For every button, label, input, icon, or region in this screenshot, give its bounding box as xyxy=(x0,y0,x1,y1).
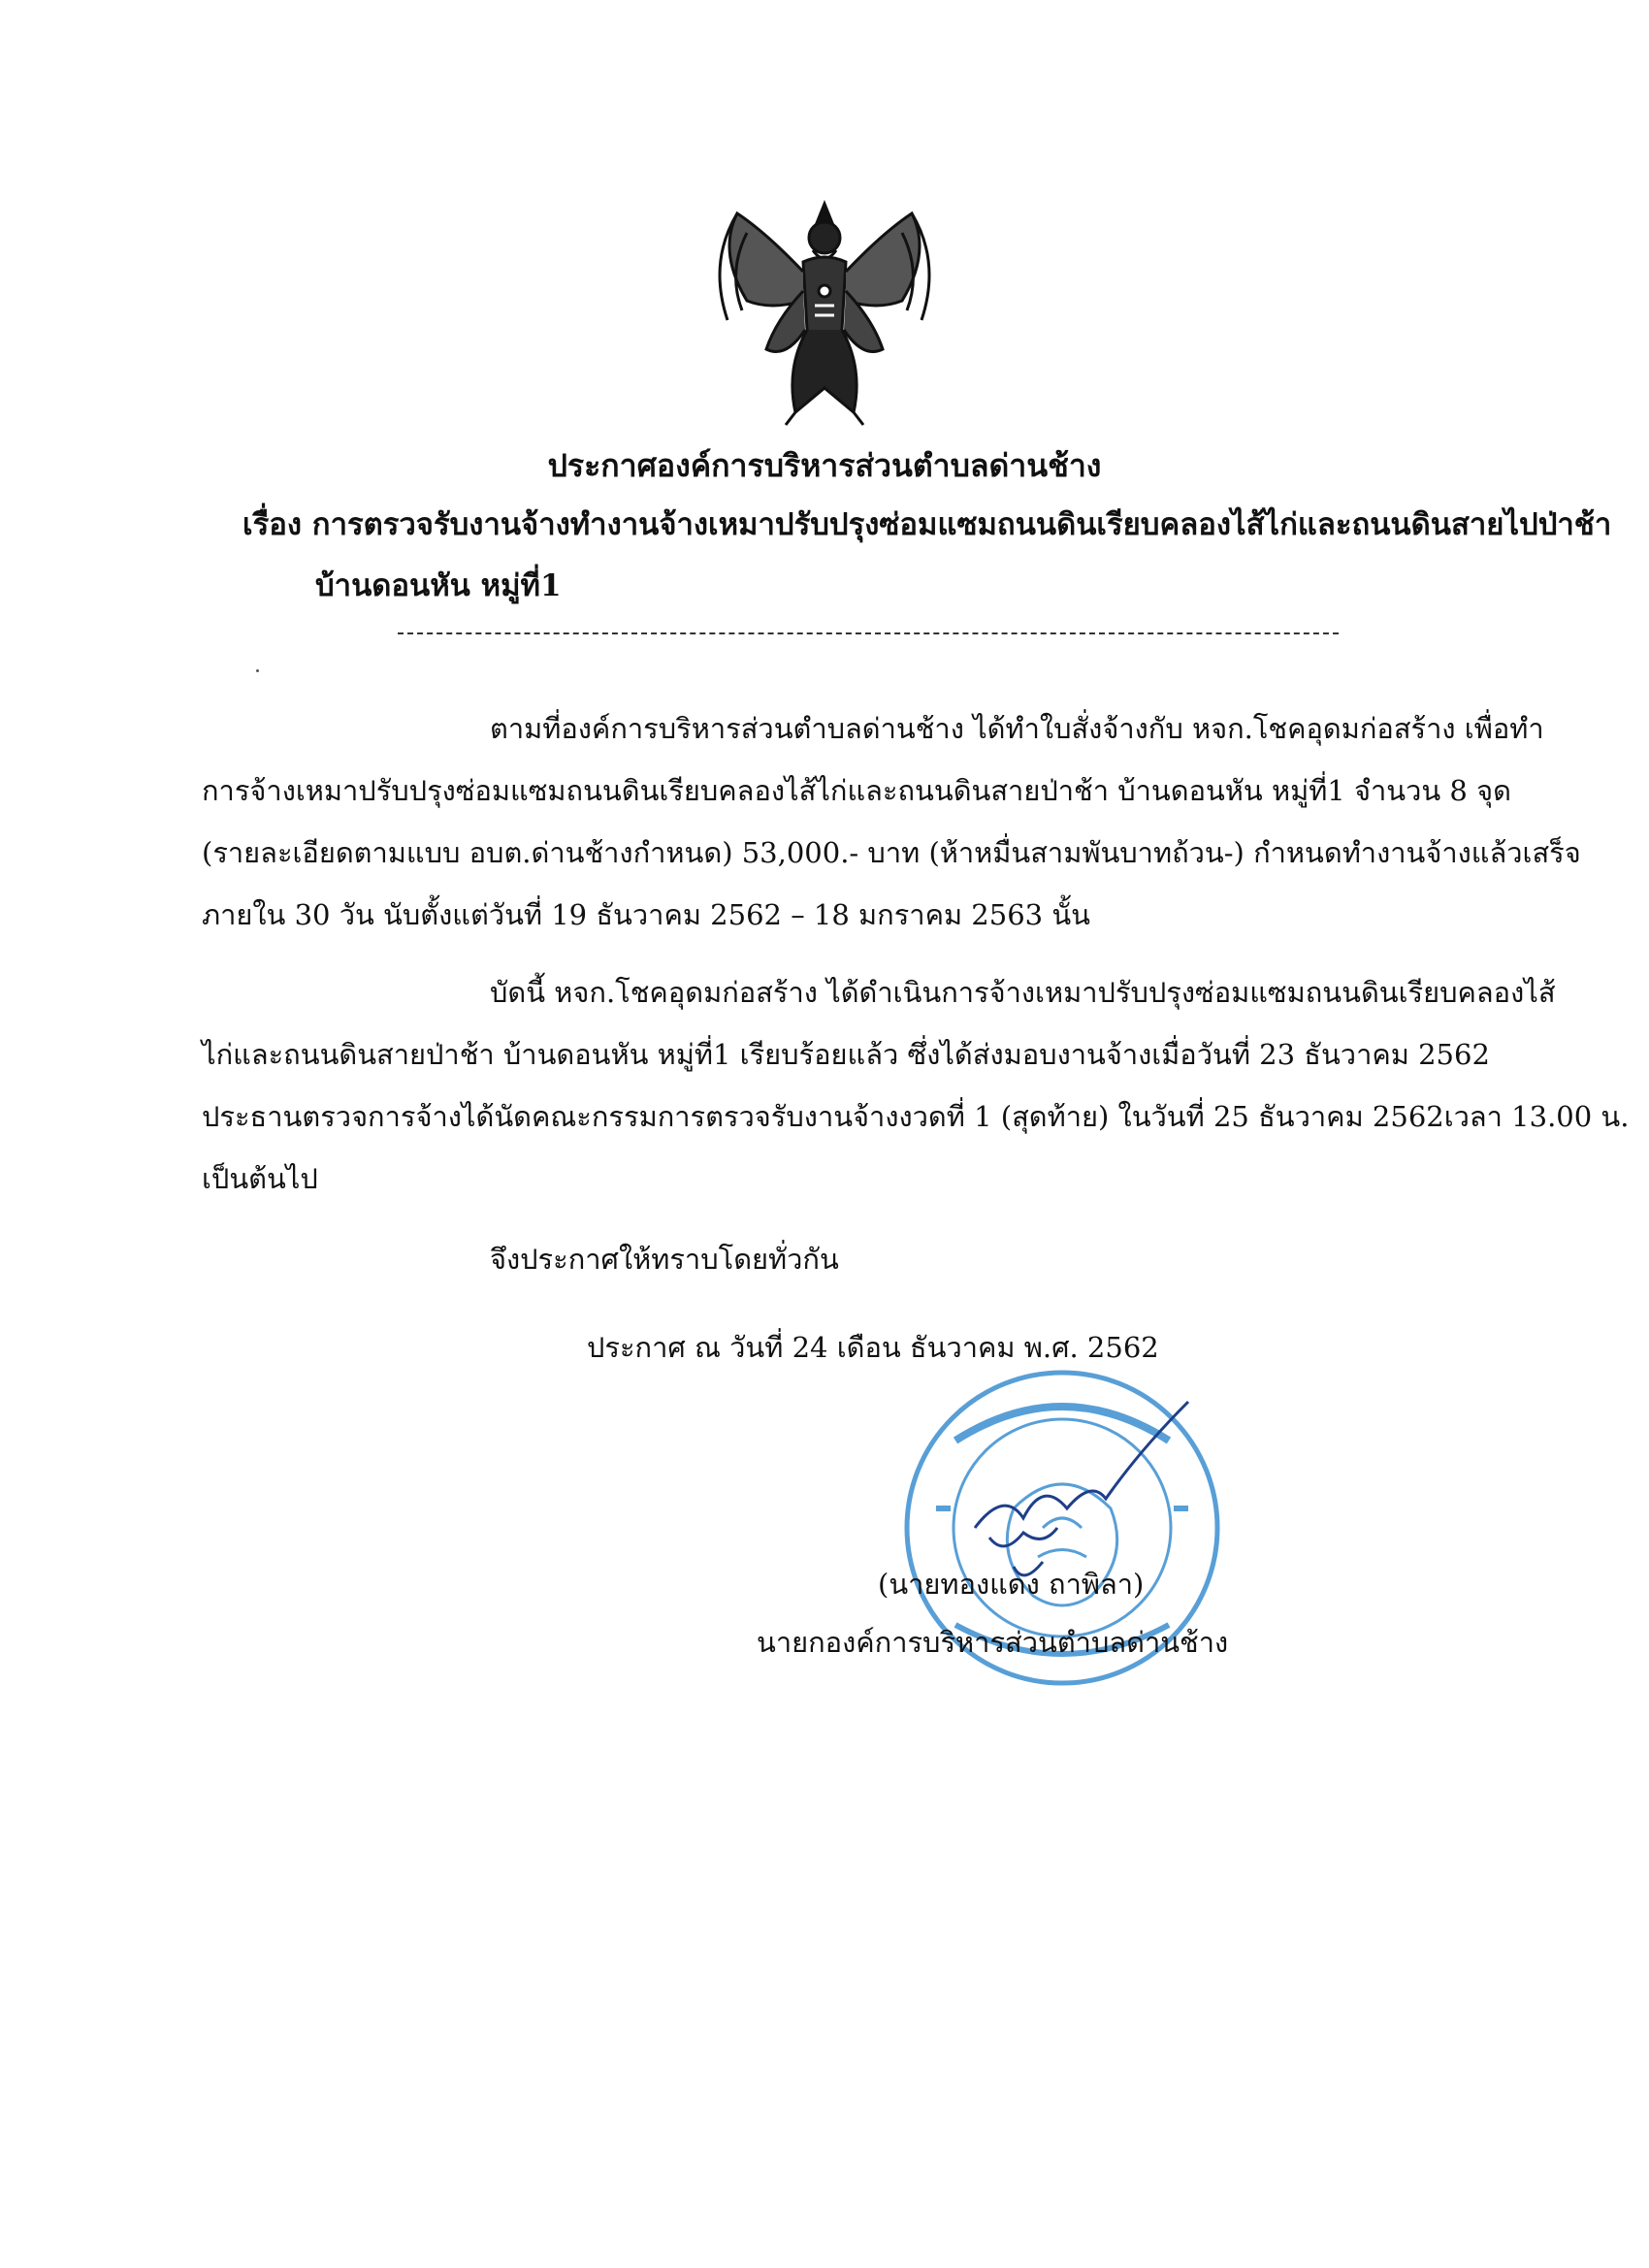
garuda-emblem-icon xyxy=(679,194,970,427)
announcement-title: ประกาศองค์การบริหารส่วนตำบลด่านช้าง xyxy=(547,447,1102,484)
paragraph1-line1: ตามที่องค์การบริหารส่วนตำบลด่านช้าง ได้ทำใบสั่งจ้างกับ หจก.โชคอุดมก่อสร้าง เพื่อทำ xyxy=(490,712,1544,745)
paragraph1-line3: (รายละเอียดตามแบบ อบต.ด่านช้างกำหนด) 53,000.- บาท (ห้าหมื่นสามพันบาทถ้วน-) กำหนดทำงานจ้างแล้วเสร็จ xyxy=(202,836,1581,869)
signatory-position: นายกองค์การบริหารส่วนตำบลด่านช้าง xyxy=(757,1626,1229,1659)
paragraph2-line3: ประธานตรวจการจ้างได้นัดคณะกรรมการตรวจรับงานจ้างงวดที่ 1 (สุดท้าย) ในวันที่ 25 ธันวาคม 2562เวลา 13.00 น. xyxy=(202,1100,1630,1133)
signatory-name: (นายทองแดง ถาพิลา) xyxy=(878,1568,1145,1601)
paragraph2-line1: บัดนี้ หจก.โชคอุดมก่อสร้าง ได้ดำเนินการจ้างเหมาปรับปรุงซ่อมแซมถนนดินเรียบคลองไส้ xyxy=(490,976,1556,1009)
stray-dot xyxy=(256,669,259,672)
paragraph1-line2: การจ้างเหมาปรับปรุงซ่อมแซมถนนดินเรียบคลองไส้ไก่และถนนดินสายป่าช้า บ้านดอนหัน หมู่ที่1 จำนวน 8 จุด xyxy=(202,774,1511,807)
paragraph2-line4: เป็นต้นไป xyxy=(202,1162,318,1195)
announcement-date: ประกาศ ณ วันที่ 24 เดือน ธันวาคม พ.ศ. 2562 xyxy=(587,1331,1159,1364)
divider xyxy=(398,632,1339,634)
paragraph2-line2: ไก่และถนนดินสายป่าช้า บ้านดอนหัน หมู่ที่1 เรียบร้อยแล้ว ซึ่งได้ส่งมอบงานจ้างเมื่อวันที่ 23 ธันวาคม 2562 xyxy=(202,1038,1490,1071)
subject-line-continued: บ้านดอนหัน หมู่ที่1 xyxy=(315,568,562,603)
subject-line: เรื่อง การตรวจรับงานจ้างทำงานจ้างเหมาปรับปรุงซ่อมแซมถนนดินเรียบคลองไส้ไก่และถนนดินสายไปป่าช้า xyxy=(242,507,1612,542)
closing-announce: จึงประกาศให้ทราบโดยทั่วกัน xyxy=(490,1243,839,1276)
paragraph1-line4: ภายใน 30 วัน นับตั้งแต่วันที่ 19 ธันวาคม 2562 – 18 มกราคม 2563 นั้น xyxy=(202,898,1090,931)
